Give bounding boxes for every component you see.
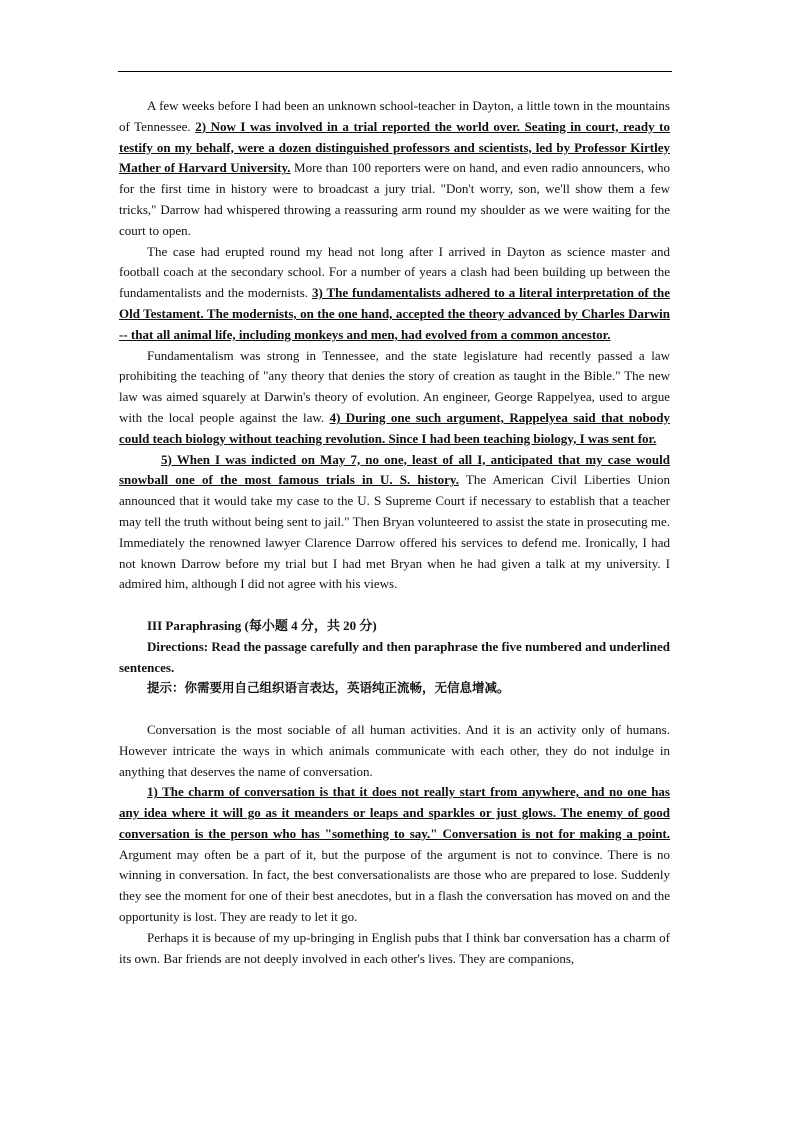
- header-rule: [118, 71, 672, 72]
- paragraph-3: Fundamentalism was strong in Tennessee, and the state legislature had recently passed a law prohibiting the teaching of "any theory that denies the story of creation as taught in the Bible." The new law was aimed squarely at Darwin's theory of evolution. An engineer, George Rappelyea, used to argue with the local people against the law. 4) During one such argument, Rappelyea said that nobody could teach biology without teaching revolution. Since I had been teaching biology, I was sent for.: [119, 347, 670, 446]
- document-body: [119, 96, 670, 969]
- passage2-paragraph-2: 1) The charm of conversation is that it does not really start from anywhere, and no one has any idea where it will go as it meanders or leaps and sparkles or just glows. The enemy of good conversation is the person who has "something to say." Conversation is not for making a point. Argument may often be a part of it, but the purpose of the argument is not to convince. There is no winning in conversation. In fact, the best conversationalists are those who are prepared to lose. Suddenly they see the moment for one of their best anecdotes, but in a flash the conversation has moved on and the opportunity is lost. They are ready to let it go.: [119, 784, 670, 925]
- paragraph-1: A few weeks before I had been an unknown school-teacher in Dayton, a little town in the mountains of Tennessee. 2) Now I was involved in a trial reported the world over. Seating in court, ready to testify on my behalf, were a dozen distinguished professors and scientists, led by Professor Kirtley Mather of Harvard University. More than 100 reporters were on hand, and even radio announcers, who for the first time in history were to broadcast a jury trial. "Don't worry, son, we'll show them a few tricks," Darrow had whispered throwing a reassuring arm round my shoulder as we were waiting for the court to open.: [119, 98, 670, 238]
- section-hint: 提示：你需要用自己组织语言表达，英语纯正流畅，无信息增减。: [147, 680, 510, 696]
- spacer: [119, 699, 670, 720]
- underlined-sentence-3: 3) The fundamentalists adhered to a literal interpretation of the Old Testament. The modernists, on the one hand, accepted the theory advanced by Charles Darwin -- that all animal life, including monkeys and men, had evolved from a common ancestor.: [119, 285, 670, 342]
- paragraph-2: The case had erupted round my head not long after I arrived in Dayton as science master and football coach at the secondary school. For a number of years a clash had been building up between the fundamentalists and the modernists. 3) The fundamentalists adhered to a literal interpretation of the Old Testament. The modernists, on the one hand, accepted the theory advanced by Charles Darwin -- that all animal life, including monkeys and men, had evolved from a common ancestor.: [119, 243, 670, 342]
- underlined-sentence-5: 5) When I was indicted on May 7, no one, least of all I, anticipated that my case would snowball one of the most famous trials in U. S. history.: [119, 451, 670, 488]
- spacer: [119, 595, 670, 616]
- section-heading: III Paraphrasing (每小题 4 分，共 20 分): [147, 617, 377, 633]
- underlined-sentence-1: 1) The charm of conversation is that it does not really start from anywhere, and no one has any idea where it will go as it meanders or leaps and sparkles or just glows. The enemy of good conversation is the person who has "something to say." Conversation is not for making a point.: [119, 784, 670, 841]
- paragraph-4: 5) When I was indicted on May 7, no one, least of all I, anticipated that my case would snowball one of the most famous trials in U. S. history. The American Civil Liberties Union announced that it would take my case to the U. S Supreme Court if necessary to establish that a teacher may tell the truth without being sent to jail." Then Bryan volunteered to assist the state in prosecuting me. Immediately the renowned lawyer Clarence Darrow offered his services to defend me. Ironically, I had not known Darrow before my trial but I had met Bryan when he had given a talk at my university. I admired him, although I did not agree with his views.: [119, 451, 670, 592]
- underlined-sentence-2: 2) Now I was involved in a trial reported the world over. Seating in court, ready to testify on my behalf, were a dozen distinguished professors and scientists, led by Professor Kirtley Mather of Harvard University.: [119, 118, 670, 176]
- passage2-paragraph-1: Conversation is the most sociable of all human activities. And it is an activity only of humans. However intricate the ways in which animals communicate with each other, they do not indulge in anything that deserves the name of conversation.: [119, 721, 670, 779]
- passage2-paragraph-3: Perhaps it is because of my up-bringing in English pubs that I think bar conversation has a charm of its own. Bar friends are not deeply involved in each other's lives. They are companions,: [119, 929, 670, 966]
- section-directions: Directions: Read the passage carefully and then paraphrase the five numbered and underlined sentences.: [119, 638, 670, 675]
- underlined-sentence-4: 4) During one such argument, Rappelyea said that nobody could teach biology without teaching revolution. Since I had been teaching biology, I was sent for.: [119, 409, 670, 446]
